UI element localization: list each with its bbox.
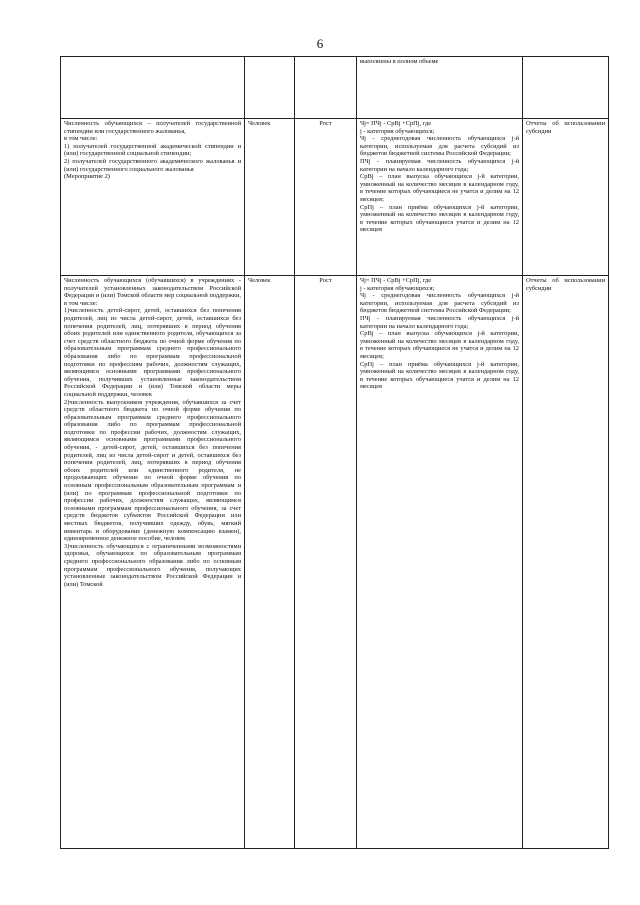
formula-cell: Чj= ПЧj - СрВj +СрПj, где j - категория обучающихся; Чj - среднегодовая численность обучающихся j-й категории, используемая для расчета субсидий из бюджетов бюджетной системы Российской Федерации; ПЧj - планируемая численность обучающихся j-й категории на начало календарного года; СрВj – план выпуска обучающихся j-й категории, умноженный на количество месяцев в календарном году, в течение которых обучающиеся не учатся и делим на 12 месяцев; СрПj – план приёма обучающихся j-й категории, умноженный на количество месяцев в календарном году, в течение которых обучающиеся учатся и делим на 12 месяцев	[357, 276, 523, 849]
trend-cell	[295, 57, 357, 119]
unit-cell: Человек	[245, 276, 295, 849]
unit-cell	[245, 57, 295, 119]
page-number: 6	[316, 36, 324, 51]
source-cell: Отчеты об использовании субсидии	[523, 119, 609, 276]
source-cell	[523, 57, 609, 119]
indicators-table	[60, 56, 609, 849]
table-row	[61, 57, 609, 119]
table-row	[61, 119, 609, 276]
formula-cell: выполнены в полном объеме	[357, 57, 523, 119]
indicator-cell: Численность обучающихся (обучавшихся) в учреждениях - получателей установленных законодательством Российской Федерации и (или) Томской области мер социальной поддержки, в том числе: 1)численность детей-сирот, детей, оставшихся без попечения родителей, лиц из числа детей-сирот, детей, оставшихся без попечения родителей, лиц, потерявших в период обучения обоих родителей или единственного родителя, обучающихся за счет средств областного бюджета по очной форме обучения по образовательным программам среднего профессионального образования либо по программам профессиональной подготовки по профессиям рабочих, должностям служащих, являющимся основными программами профессионального обучения, получивших установленные законодательством Российской Федерации и (или) Томской области меры социальной поддержки, человек 2)численность выпускников учреждения, обучавшихся за счет средств областного бюджета по очной форме обучения по образовательным программам среднего профессионального образования либо по программам профессиональной подготовки по профессии рабочих, должностям служащих, являющимся основными программами профессионального обучения, - детей-сирот, детей, оставшихся без попечения родителей, лиц из числа детей-сирот и детей, оставшихся без попечения родителей, лиц, потерявших в период обучения обоих родителей или единственного родителя, не продолжающих обучение по очной форме обучения по основным профессиональным образовательным программам и (или) по программам профессиональной подготовки по профессии рабочих, должностям служащих, являющимся основными программам профессионального обучения, за счет средств бюджетов субъектов Российской Федерации или местных бюджетов, получивших одежду, обувь, мягкий инвентарь и оборудование (денежную компенсацию взамен), единовременное денежное пособие, человек 3)численность обучающихся с ограниченными возможностями здоровья, обучающихся по образовательным программам среднего профессионального образования либо по основным программам профессионального обучения, получающих установленные законодательством Российской Федерации и (или) Томской	[61, 276, 245, 849]
trend-cell: Рост	[295, 119, 357, 276]
formula-cell: Чj= ПЧj - СрВj +СрПj, где j - категория обучающихся; Чj - среднегодовая численность обучающихся j-й категории, используемая для расчета субсидий из бюджетов бюджетной системы Российской Федерации; ПЧj - планируемая численность обучающихся j-й категории на начало календарного года; СрВj – план выпуска обучающихся j-й категории, умноженный на количество месяцев в календарном году, в течение которых обучающиеся не учатся и делим на 12 месяцев; СрПj – план приёма обучающихся j-й категории, умноженный на количество месяцев в календарном году, в течение которых обучающиеся учатся и делим на 12 месяцев	[357, 119, 523, 276]
trend-cell: Рост	[295, 276, 357, 849]
unit-cell: Человек	[245, 119, 295, 276]
source-cell: Отчеты об использовании субсидии	[523, 276, 609, 849]
indicator-cell: Численность обучающихся – получателей государственной стипендии или государственного жалованья, в том числе: 1) получателей государственной академической стипендии и (или) государственной социальной стипендии; 2) получателей государственного академического жалованья и (или) государственного социального жалованья (Мероприятие 2)	[61, 119, 245, 276]
table-row	[61, 276, 609, 849]
indicator-cell	[61, 57, 245, 119]
